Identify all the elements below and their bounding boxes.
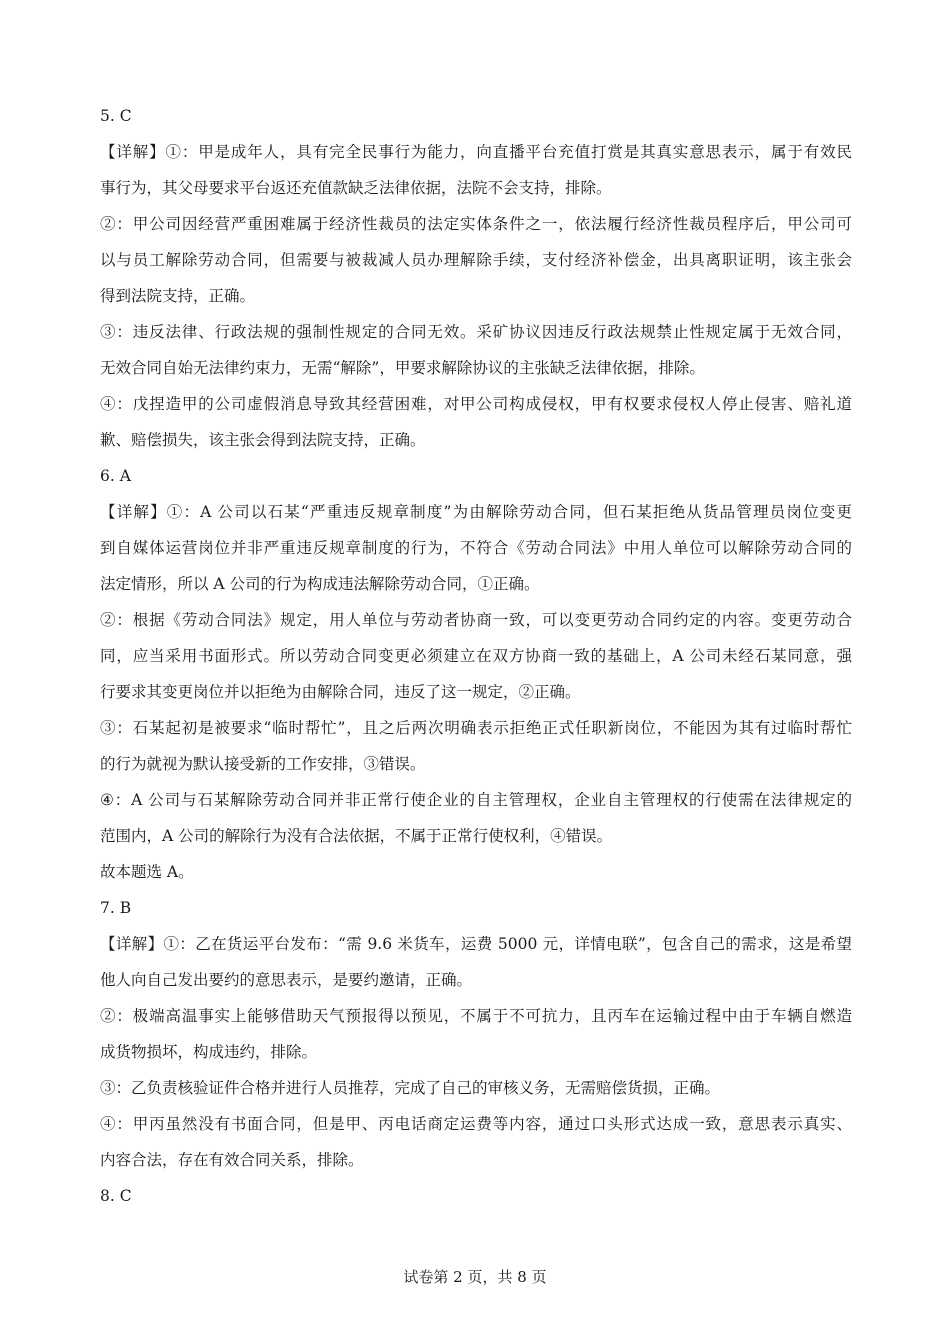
paragraph-line: ③：石某起初是被要求“临时帮忙”，且之后两次明确表示拒绝正式任职新岗位，不能因为其有过临时帮忙 xyxy=(100,719,852,737)
question-number: 8. C xyxy=(100,1187,132,1205)
paragraph-line: ④：甲丙虽然没有书面合同，但是甲、丙电话商定运费等内容，通过口头形式达成一致，意思表示真实、 xyxy=(100,1115,852,1133)
paragraph-line: ④：A 公司与石某解除劳动合同并非正常行使企业的自主管理权，企业自主管理权的行使需在法律规定的 xyxy=(100,791,852,809)
paragraph-line: 事行为，其父母要求平台返还充值款缺乏法律依据，法院不会支持，排除。 xyxy=(100,179,612,197)
question-number: 6. A xyxy=(100,467,131,485)
paragraph-line: 同，应当采用书面形式。所以劳动合同变更必须建立在双方协商一致的基础上，A 公司未经石某同意，强 xyxy=(100,647,852,665)
paragraph-line: 歉、赔偿损失，该主张会得到法院支持，正确。 xyxy=(100,431,426,449)
question-number: 7. B xyxy=(100,899,132,917)
paragraph-line: 【详解】①：甲是成年人，具有完全民事行为能力，向直播平台充值打赏是其真实意思表示，属于有效民 xyxy=(100,143,852,161)
paragraph-line: 得到法院支持，正确。 xyxy=(100,287,256,305)
paragraph-line: 【详解】①：A 公司以石某“严重违反规章制度”为由解除劳动合同，但石某拒绝从货品管理员岗位变更 xyxy=(100,503,852,521)
paragraph-line: 法定情形，所以 A 公司的行为构成违法解除劳动合同，①正确。 xyxy=(100,575,540,593)
paragraph-line: 内容合法，存在有效合同关系，排除。 xyxy=(100,1151,364,1169)
paragraph-line: ②：甲公司因经营严重困难属于经济性裁员的法定实体条件之一，依法履行经济性裁员程序后，甲公司可 xyxy=(100,215,852,233)
paragraph-line: ③：违反法律、行政法规的强制性规定的合同无效。采矿协议因违反行政法规禁止性规定属于无效合同， xyxy=(100,323,852,341)
paragraph-line: 故本题选 A。 xyxy=(100,863,194,881)
paragraph-line: 范围内，A 公司的解除行为没有合法依据，不属于正常行使权利，④错误。 xyxy=(100,827,613,845)
paragraph-line: ②：极端高温事实上能够借助天气预报得以预见，不属于不可抗力，且丙车在运输过程中由于车辆自燃造 xyxy=(100,1007,852,1025)
page-footer: 试卷第 2 页，共 8 页 xyxy=(403,1268,547,1286)
paragraph-line: 到自媒体运营岗位并非严重违反规章制度的行为，不符合《劳动合同法》中用人单位可以解除劳动合同的 xyxy=(100,539,852,557)
paragraph-line: 的行为就视为默认接受新的工作安排，③错误。 xyxy=(100,755,426,773)
answer-explanations xyxy=(100,98,852,1214)
paragraph-line: ④：戊捏造甲的公司虚假消息导致其经营困难，对甲公司构成侵权，甲有权要求侵权人停止侵害、赔礼道 xyxy=(100,395,852,413)
paragraph-line: 行要求其变更岗位并以拒绝为由解除合同，违反了这一规定，②正确。 xyxy=(100,683,581,701)
question-number: 5. C xyxy=(100,107,132,125)
paragraph-line: 无效合同自始无法律约束力，无需“解除”，甲要求解除协议的主张缺乏法律依据，排除。 xyxy=(100,359,705,377)
paragraph-line: 成货物损坏，构成违约，排除。 xyxy=(100,1043,318,1061)
paragraph-line: ②：根据《劳动合同法》规定，用人单位与劳动者协商一致，可以变更劳动合同约定的内容。变更劳动合 xyxy=(100,611,852,629)
paragraph-line: 【详解】①：乙在货运平台发布：“需 9.6 米货车，运费 5000 元，详情电联”，包含自己的需求，这是希望 xyxy=(100,935,852,953)
paragraph-line: ③：乙负责核验证件合格并进行人员推荐，完成了自己的审核义务，无需赔偿货损，正确。 xyxy=(100,1079,721,1097)
paragraph-line: 以与员工解除劳动合同，但需要与被裁减人员办理解除手续，支付经济补偿金，出具离职证明，该主张会 xyxy=(100,251,852,269)
paragraph-line: 他人向自己发出要约的意思表示，是要约邀请，正确。 xyxy=(100,971,473,989)
